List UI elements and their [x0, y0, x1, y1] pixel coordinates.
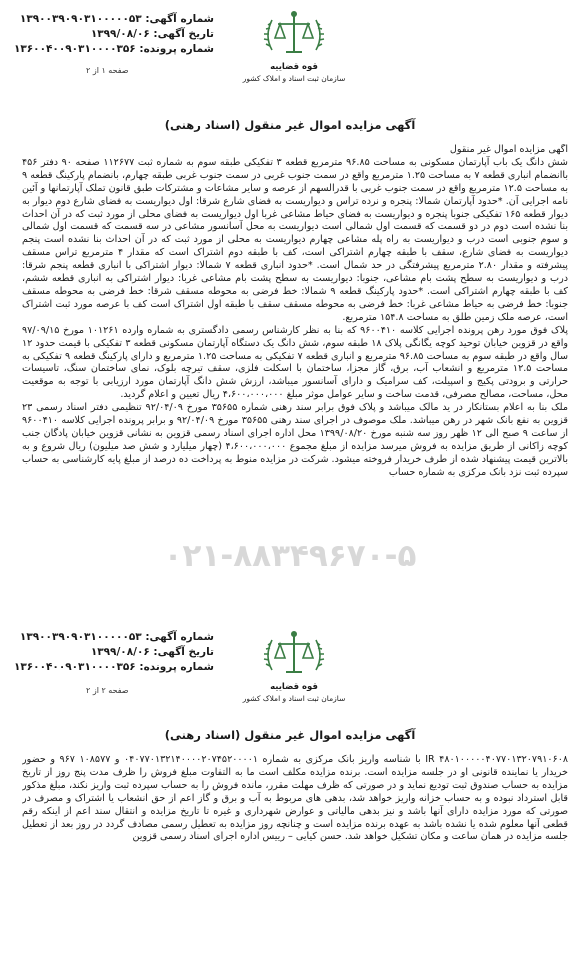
notice-number: شماره آگهی: ۱۳۹۰۰۳۹۰۹۰۳۱۰۰۰۰۰۵۳ [19, 13, 214, 25]
notice-heading-line: آگهی مزایده اموال غیر منقول [449, 144, 568, 155]
judiciary-name: قوه قضاییه [270, 682, 318, 692]
case-number: شماره پرونده: ۱۳۶۰۰۴۰۰۹۰۳۱۰۰۰۰۳۵۶ [13, 43, 214, 55]
judiciary-name: قوه قضاییه [270, 62, 318, 72]
emblem-caption [238, 62, 350, 84]
notice-body [22, 754, 568, 976]
notice-body [22, 144, 568, 526]
notice-date: تاریخ آگهی: ۱۳۹۹/۰۸/۰۶ [90, 28, 214, 40]
registration-org-name: سازمان ثبت اسناد و املاک کشور [242, 74, 346, 83]
emblem-caption [238, 682, 350, 704]
notice-number: شماره آگهی: ۱۳۹۰۰۳۹۰۹۰۳۱۰۰۰۰۰۵۳ [19, 631, 214, 643]
judiciary-emblem-icon [258, 6, 330, 62]
notice-meta [14, 12, 214, 57]
payment-terms-paragraph: IR ۴۸۰۱۰۰۰۰۰۴۰۷۷۰۱۳۲۰۷۹۱۰۶۰۸ با شناسه واریز بانک مرکزی به شماره ۰۴۰۷۷۰۱۳۲۱۴۰۰۰۰۲۰۷۴۵۲۰۰۰۰۱ و ۱۰۸۵۷۷ ۹۶۷ و حضور خریدار یا نماینده قانونی او در جلسه مزایده است. برنده مزایده مکلف است ما به التفاوت مبلغ فروش را ظرف مدت پنج روز از تاریخ مزایده به حساب صندوق ثبت تودیع نماید و در صورتی که ظرف مهلت مقرر، مانده فروش را به حساب سپرده ثبت واریز نکند، مبلغ مذکور قابل استرداد نبوده و به حساب خزانه واریز خواهد شد، بدهی های مربوط به آب و برق و گاز اعم از حق انشعاب یا اشتراک و مصرف در صورتی که مورد مزایده دارای آنها باشد و نیز بدهی مالیاتی و عوارض شهرداری و غیره تا تاریخ مزایده و انتقال سند اعم از اینکه رقم قطعی آنها معلوم شده یا نشده باشد به عهده برنده مزایده است و چنانچه روز مزایده به تعطیل رسمی مصادف گردد در روز بعد از تعطیل جلسه مزایده در همان ساعت و مکان تشکیل خواهد شد. حسن کیایی – رییس اداره اجرای اسناد رسمی قزوین [22, 754, 568, 843]
page-number: صفحه ۱ از ۲ [86, 66, 129, 75]
registration-org-name: سازمان ثبت اسناد و املاک کشور [242, 694, 346, 703]
auction-terms-paragraph: ملک بنا به اعلام بستانکار در ید مالک میباشد و پلاک فوق برابر سند رهنی شماره ۳۵۶۵۵ مورخ ۹۲/۰۴/۰۹ تنظیمی دفتر اسناد رسمی ۲۳ قزوین به نفع بانک شهر در رهن میباشد. ملک موصوف در اجرای سند رهنی ۳۵۶۵۵ مورخ ۹۲/۰۴/۰۹ و برابر پرونده اجرایی کلاسه ۹۶۰۰۴۱۰ از ساعت ۹ صبح الی ۱۲ ظهر روز سه شنبه مورخ ۱۳۹۹/۰۸/۲۰ محل اداره اجرای اسناد رسمی قزوین به نشانی قزوین خیابان پادگان جنب کوچه زاکانی از طریق مزایده به فروش میرسد مزایده از مبلغ مجموع ۴،۶۰۰،۰۰۰،۰۰۰ (چهار میلیارد و شش صد میلیون) ریال شروع و به بالاترین قیمت پیشنهاد شده از طرف خریدار فروخته میشود. شرکت در مزایده منوط به پرداخت ده درصد از مبلغ پایه کارشناسی به حساب سپرده ثبت نزد بانک مرکزی به شماره حساب [22, 402, 568, 478]
property-description: شش دانگ یک باب آپارتمان مسکونی به مساحت ۹۶.۸۵ مترمربع قطعه ۳ تفکیکی طبقه سوم به شماره ثبت ۱۱۲۶۷۷ صفحه ۹۰ دفتر ۴۵۶ باانضمام انباری قطعه ۷ به مساحت ۱.۲۵ مترمربع واقع در سمت جنوب غربی در سمت جنوب غربی طبقه چهارم، بانضمام پارکینگ قطعه ۹ به مساحت ۱۲.۵ مترمربع واقع در سمت جنوب غربی با قدرالسهم از عرصه و سایر مشاعات و مشترکات طبق قانون تملک آپارتمانها و آئین نامه اجرایی آن. *حدود آپارتمان شمالا: پنجره و نرده تراس و دیواریست به فضای شارع شرقا: اول دیواریست به فضای شارع دوم دیوار به دیوار قطعه ۱۶۵ تفکیکی جنوبا پنجره و دیواریست به فضای حیاط مشاعی غربا اول دیواریست به فضای محلی از مورد ثبت که در آن احداث بنا نشده است دوم در دو قسمت که قسمت اول شمالی است دیواریست به محل آسانسور مشاعی در سه قسمت که قسمت اول شمالی و سوم جنوبی است درب و دیواریست به راه پله مشاعی چهارم دیواریست به محلی از مورد ثبت که در آن احداث بنا نشده است پنجم دیواریست به فضای شارع، سقف با طبقه چهارم اشتراکی است، کف با طبقه دوم اشتراک است که مقدار ۴ مترمربع تراس مسقف پیشرفته و مقدار ۲.۸۰ مترمربع پیشرفتگی در حد شمال است. *حدود انباری قطعه ۷ شمالا: دیوار اشتراکی با انباری قطعه پنجم شرقا: درب و دیواریست به سطح پشت بام مشاعی، جنوبا: دیواریست به سطح پشت بام مشاعی غربا: دیوار اشتراکی به انباری قطعه ششم، کف با طبقه چهارم اشتراکی است. *حدود پارکینگ قطعه ۹ شمالا: خط فرضی به محوطه مسقف شرقا: خط فرضی به محوطه مسقف جنوبا: خط فرضی به حیاط مشاعی غربا: خط فرضی به محوطه مسقف سقف با طبقه اول اشتراک است کف با عرصه مورد ثبت اشتراک است، عرصه ملک زمین طلق به مساحت ۱۵۴.۸ مترمربع. [22, 156, 568, 323]
notice-title: آگهی مزایده اموال غیر منقول (اسناد رهنی) [164, 118, 416, 132]
notice-date: تاریخ آگهی: ۱۳۹۹/۰۸/۰۶ [90, 646, 214, 658]
valuation-paragraph: پلاک فوق مورد رهن پرونده اجرایی کلاسه ۹۶۰۰۴۱۰ که بنا به نظر کارشناس رسمی دادگستری به شماره وارده ۱۰۱۲۶۱ مورخ ۹۷/۰۹/۱۵ واقع در قزوین خیابان توحید کوچه یگانگی پلاک ۱۸ طبقه سوم، شش دانگ یک دستگاه آپارتمان مسکونی قطعه ۳ تفکیکی با قیمت حدود ۱۲ سال واقع در طبقه سوم به مساحت ۹۶.۸۵ مترمربع و انباری قطعه ۷ تفکیکی به مساحت ۱.۲۵ مترمربع و دارای پارکینگ قطعه ۹ تفکیکی به مساحت ۱۲.۵ مترمربع و انشعاب آب، برق، گاز مجزا، ساختمان با اسکلت فلزی، سقف تیرچه بلوک، نمای ساختمان سنگ، تاسیسات حرارتی و برودتی پکیج و اسپیلت، کف سرامیک و دارای آسانسور میباشد، ارزش شش دانگ آپارتمان مورد ارزیابی با توجه به موقعیت محل، مساحت، مصالح مصرفی، قدمت ساخت و سایر عوامل موثر مبلغ ۴،۶۰۰،۰۰۰،۰۰۰ ریال تعیین و اعلام گردید. [22, 324, 568, 401]
phone-watermark: ۰۲۱-۸۸۳۴۹۶۷۰-۵ [163, 538, 417, 574]
page-number: صفحه ۲ از ۲ [86, 686, 129, 695]
notice-meta [14, 630, 214, 675]
notice-page-2 [0, 612, 580, 980]
judiciary-emblem-icon [258, 626, 330, 682]
notice-title: آگهی مزایده اموال غیر منقول (اسناد رهنی) [164, 728, 416, 742]
case-number: شماره پرونده: ۱۳۶۰۰۴۰۰۹۰۳۱۰۰۰۰۳۵۶ [13, 661, 214, 673]
